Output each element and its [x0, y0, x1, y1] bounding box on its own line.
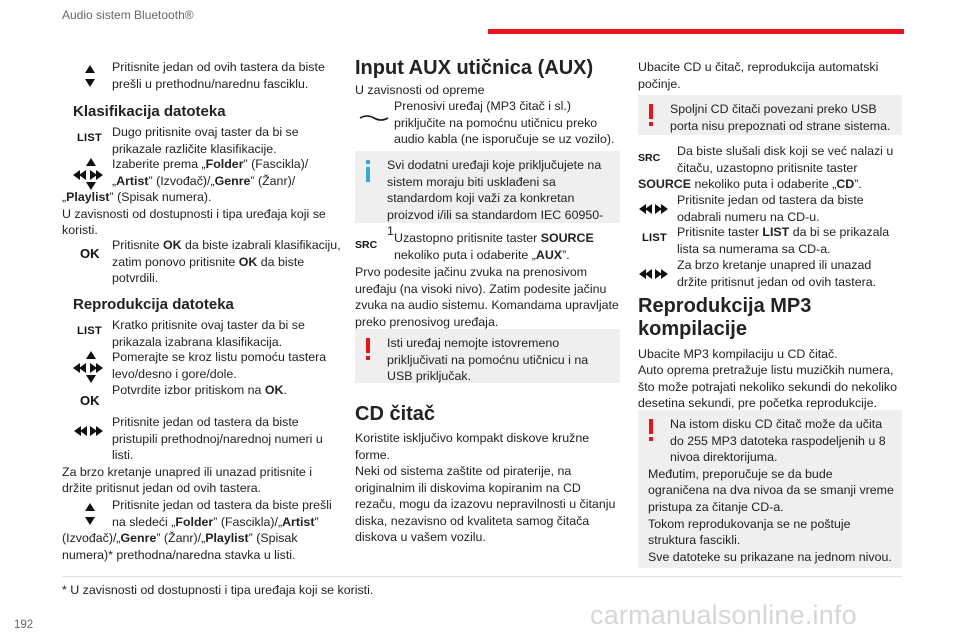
aux-connect-instruction: Prenosivi uređaj (MP3 čitač i sl.) priključite na pomoćnu utičnicu preko audio kabla (ne isporučuje se uz vozilo).: [355, 98, 620, 148]
source-cd-instruction: SRC Da biste slušali disk koji se već nalazi u čitaču, uzastopno pritisnite taster SOURCE nekoliko puta i odaberite „CD”.: [638, 144, 894, 192]
footnote-divider: [62, 576, 902, 577]
cd-piracy-note: Neki od sistema zaštite od piraterije, na originalnim ili diskovima kopiranim na CD rezaču, mogu da izazovu nepravilnosti u čitanju diska, nezavisno od kvaliteta samog čitača diskova u vašem vozilu.: [355, 464, 616, 545]
list-button-icon: LIST: [642, 232, 668, 244]
list-long-press-instruction: LIST Dugo pritisnite ovaj taster da bi se prikazale različite klasifikacije.: [73, 124, 341, 157]
ok-select-instruction: OK Potvrdite izbor pritiskom na OK.: [73, 382, 341, 399]
footnote: * U zavisnosti od dostupnosti i tipa uređaja koji se koristi.: [62, 583, 374, 597]
cd-insert-note: Ubacite CD u čitač, reprodukcija automatski počinje.: [638, 60, 879, 91]
warning-icon: [364, 337, 372, 361]
heading-aux: Input AUX utičnica (AUX): [355, 57, 594, 79]
cd-fast-forward-instruction: Za brzo kretanje unapred ili unazad držite pritisnut jedan od ovih tastera.: [638, 257, 902, 290]
watermark: carmanualsonline.info: [590, 600, 857, 630]
warning-box-aux-usb: Isti uređaj nemojte istovremeno priključivati na pomoćnu utičnicu i na USB priključak.: [355, 329, 620, 383]
ok-button-icon: OK: [80, 393, 100, 408]
info-icon: [364, 159, 372, 183]
heading-mp3: Reprodukcija MP3 kompilacije: [638, 295, 812, 340]
mp3-insert-note: Ubacite MP3 kompilaciju u CD čitač.: [638, 347, 838, 361]
mp3-search-note: Auto oprema pretražuje listu muzičkih numera, što može potrajati nekoliko sekundi do nekoliko desetina sekundi, pre početka reprodukcije.: [638, 363, 897, 411]
source-button-icon: SRC: [638, 152, 661, 164]
info-box-standards: Svi dodatni uređaji koje priključujete na sistem moraju biti usklađeni sa standardom koji važi za konkretan proizvod i/ili sa standardom IEC 60950-1.: [355, 151, 620, 223]
heading-klasifikacija: Klasifikacija datoteka: [73, 103, 226, 120]
heading-cd: CD čitač: [355, 403, 436, 425]
cd-track-select-instruction: Pritisnite jedan od tastera da biste odabrali numeru na CD-u.: [638, 192, 902, 225]
next-item-instruction: Pritisnite jedan od tastera da biste prešli na sledeći „Folder” (Fascikla)/„Artist” (Izvođač)/„Genre” (Žanr)/„Playlist” (Spisak numera)* prethodna/naredna stavka u listi.: [62, 498, 332, 562]
warning-icon: [647, 103, 655, 127]
heading-reprodukcija-datoteka: Reprodukcija datoteka: [73, 296, 234, 313]
aux-equipment-note: U zavisnosti od opreme: [355, 83, 485, 97]
running-header: Audio sistem Bluetooth®: [62, 8, 194, 22]
source-button-icon: SRC: [355, 239, 378, 251]
header-accent-bar: [488, 29, 904, 34]
list-short-press-instruction: LIST Kratko pritisnite ovaj taster da bi se prikazala izabrana klasifikacija.: [73, 317, 341, 350]
four-way-arrows-icon: [73, 156, 109, 192]
cd-list-instruction: LIST Pritisnite taster LIST da bi se prikazala lista sa numerama sa CD-a.: [638, 224, 902, 257]
left-right-arrows-icon: [638, 265, 674, 299]
warning-icon: [647, 418, 655, 442]
ok-confirm-instruction: OK Pritisnite OK da biste izabrali klasifikaciju, zatim ponovo pritisnite OK da biste potvrdili.: [73, 237, 341, 287]
list-button-icon: LIST: [77, 325, 103, 337]
warning-box-mp3: Na istom disku CD čitač može da učita do 255 MP3 datoteka raspodeljenih u 8 nivoa direktorijuma. Međutim, preporučuje se da bude ograničena na dva nivoa da se smanji vreme pristupa za čitanje CD-a. Tokom reprodukovanja se ne poštuje struktura fascikli. Sve datoteke su prikazane na jednom nivou.: [638, 410, 902, 568]
scroll-list-instruction: Pomerajte se kroz listu pomoću tastera levo/desno i gore/dole.: [73, 349, 341, 382]
cd-disk-note: Koristite isključivo kompakt diskove kružne forme.: [355, 431, 590, 462]
four-way-arrows-icon: [73, 349, 109, 383]
list-button-icon: LIST: [77, 132, 103, 144]
classification-select-instruction: Izaberite prema „Folder” (Fascikla)/ „Artist” (Izvođač)/„Genre” (Žanr)/ „Playlist” (Spisak numera). U zavisnosti od dostupnosti i tipa uređaja koji se koristi.: [62, 157, 326, 238]
ok-button-icon: OK: [80, 246, 100, 261]
volume-instruction: Prvo podesite jačinu zvuka na prenosivom uređaju (na visoki nivo). Zatim podesite jačinu zvuka na audio sistemu. Komandama upravljate preko prenosivog uređaja.: [355, 265, 619, 329]
up-down-arrows-icon: [73, 59, 109, 93]
up-down-arrows-icon: [73, 497, 109, 531]
aux-cable-icon: [359, 110, 389, 116]
source-aux-instruction: SRC Uzastopno pritisnite taster SOURCE nekoliko puta i odaberite „AUX”.: [355, 231, 594, 262]
page-number: 192: [14, 619, 34, 631]
track-nav-instruction: Pritisnite jedan od tastera da biste pristupili prethodnoj/narednoj numeri u listi. Za brzo kretanje unapred ili unazad pritisnite i držite pritisnut jedan od ovih tastera.: [62, 415, 323, 496]
folder-nav-instruction: Pritisnite jedan od ovih tastera da biste prešli u prethodnu/narednu fasciklu.: [73, 59, 341, 92]
warning-box-usb-cd: Spoljni CD čitači povezani preko USB porta nisu prepoznati od strane sistema.: [638, 95, 902, 135]
left-right-arrows-icon: [73, 422, 109, 442]
